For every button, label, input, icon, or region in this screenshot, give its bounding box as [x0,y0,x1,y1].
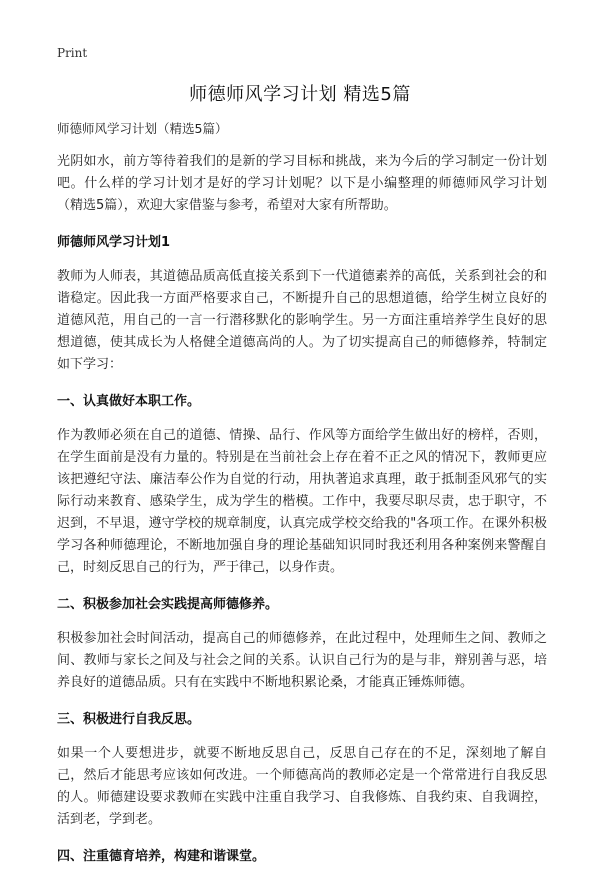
point-paragraph: 如果一个人要想进步，就要不断地反思自己，反思自己存在的不足，深刻地了解自己，然后才能思考应该如何改进。一个师德高尚的教师必定是一个常常进行自我反思的人。师德建设要求教师在实践中注重自我学习、自我修炼、自我约束、自我调控，活到老，学到老。 [57,746,547,827]
document-subtitle: 师德师风学习计划（精选5篇） [57,121,228,136]
point-heading: 三、积极进行自我反思。 [57,712,201,727]
print-label: Print [57,46,88,60]
section-paragraph: 教师为人师表，其道德品质高低直接关系到下一代道德素养的高低，关系到社会的和谐稳定。因此我一方面严格要求自己，不断提升自己的思想道德，给学生树立良好的道德风范，用自己的一言一行潜移默化的影响学生。另一方面注重培养学生良好的思想道德，使其成长为人格健全道德高尚的人。为了切实提高自己的师德修养，特制定如下学习： [57,269,547,372]
point-paragraph: 积极参加社会时间活动，提高自己的师德修养，在此过程中，处理师生之间、教师之间、教师与家长之间及与社会之间的关系。认识自己行为的是与非，辩别善与恶，培养良好的道德品质。只有在实践中不断地积累论桑，才能真正锤炼师德。 [57,631,547,690]
intro-paragraph: 光阴如水，前方等待着我们的是新的学习目标和挑战，来为今后的学习制定一份计划吧。什么样的学习计划才是好的学习计划呢？以下是小编整理的师德师风学习计划（精选5篇），欢迎大家借鉴与参考，希望对大家有所帮助。 [57,154,547,213]
point-heading: 四、注重德育培养，构建和谐课堂。 [57,849,266,864]
point-paragraph: 作为教师必须在自己的道德、情操、品行、作风等方面给学生做出好的榜样，否则，在学生面前是没有力量的。特别是在当前社会上存在着不正之风的情况下，教师更应该把遵纪守法、廉洁奉公作为自觉的行动，用执著追求真理，敢于抵制歪风邪气的实际行动来教育、感染学生，成为学生的楷模。工作中，我要尽职尽责，忠于职守，不迟到，不早退，遵守学校的规章制度，认真完成学校交给我的"各项工作。在课外积极学习各种师德理论，不断地加强自身的理论基础知识同时我还利用各种案例来警醒自己，时刻反思自己的行为，严于律己，以身作责。 [57,428,547,575]
document-title: 师德师风学习计划 精选5篇 [189,84,411,105]
point-heading: 一、认真做好本职工作。 [57,394,201,409]
section-heading: 师德师风学习计划1 [57,235,171,250]
document-body [57,120,547,880]
point-heading: 二、积极参加社会实践提高师德修养。 [57,597,279,612]
